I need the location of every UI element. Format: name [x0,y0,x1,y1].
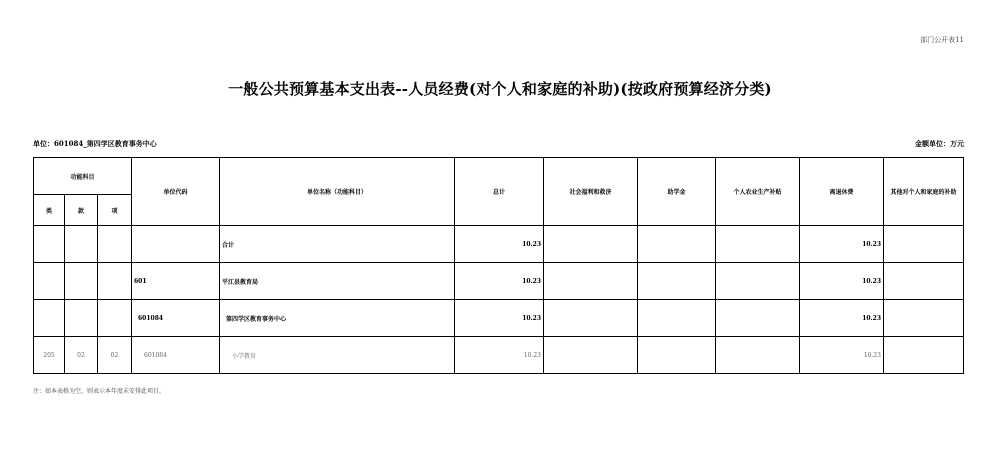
cell-kuan [65,226,98,263]
cell-kuan: 02 [65,337,98,374]
cell-grant [638,263,716,300]
cell-social-welfare [544,300,638,337]
cell-retirement: 10.23 [800,337,884,374]
cell-lei: 205 [34,337,65,374]
cell-social-welfare [544,263,638,300]
footnote: 注：如本表格为空，则表示本年度未安排此项目。 [33,388,166,395]
cell-other [884,300,964,337]
cell-xiang [98,226,132,263]
cell-name: 合计 [220,226,455,263]
header-agri-subsidy: 个人农业生产补贴 [716,158,800,226]
cell-social-welfare [544,226,638,263]
cell-agri-subsidy [716,337,800,374]
cell-xiang [98,263,132,300]
header-kuan: 款 [65,195,98,226]
cell-name: 平江县教育局 [220,263,455,300]
cell-agri-subsidy [716,226,800,263]
table-row-total [34,226,964,263]
cell-code: 601084 [132,300,220,337]
table-row-center [34,300,964,337]
cell-code [132,226,220,263]
cell-other [884,337,964,374]
cell-code: 601 [132,263,220,300]
cell-total: 10.23 [455,226,544,263]
cell-code: 601084 [132,337,220,374]
cell-grant [638,300,716,337]
cell-agri-subsidy [716,263,800,300]
cell-xiang: 02 [98,337,132,374]
header-other: 其他对个人和家庭的补助 [884,158,964,226]
header-grant: 助学金 [638,158,716,226]
header-func-subject: 功能科目 [34,158,132,195]
header-lei: 类 [34,195,65,226]
cell-kuan [65,263,98,300]
cell-total: 10.23 [455,337,544,374]
cell-lei [34,263,65,300]
cell-other [884,263,964,300]
header-unit-code: 单位代码 [132,158,220,226]
cell-xiang [98,300,132,337]
header-retirement: 离退休费 [800,158,884,226]
cell-retirement: 10.23 [800,263,884,300]
cell-kuan [65,300,98,337]
cell-grant [638,226,716,263]
header-social-welfare: 社会福利和救济 [544,158,638,226]
cell-name: 小学教育 [220,337,455,374]
cell-retirement: 10.23 [800,226,884,263]
cell-total: 10.23 [455,263,544,300]
cell-grant [638,337,716,374]
cell-retirement: 10.23 [800,300,884,337]
cell-other [884,226,964,263]
page-title: 一般公共预算基本支出表--人员经费(对个人和家庭的补助)(按政府预算经济分类) [228,80,772,98]
header-total: 总计 [455,158,544,226]
cell-name: 第四学区教育事务中心 [220,300,455,337]
amount-unit-label: 金额单位：万元 [915,139,964,148]
expenditure-table [33,157,964,374]
cell-lei [34,226,65,263]
cell-lei [34,300,65,337]
table-row-primary-education [34,337,964,374]
header-xiang: 项 [98,195,132,226]
unit-label: 单位：601084_第四学区教育事务中心 [33,139,157,148]
header-unit-name: 单位名称（功能科目） [220,158,455,226]
cell-agri-subsidy [716,300,800,337]
table-row-bureau [34,263,964,300]
cell-total: 10.23 [455,300,544,337]
cell-social-welfare [544,337,638,374]
form-number-label: 部门公开表11 [920,36,964,44]
